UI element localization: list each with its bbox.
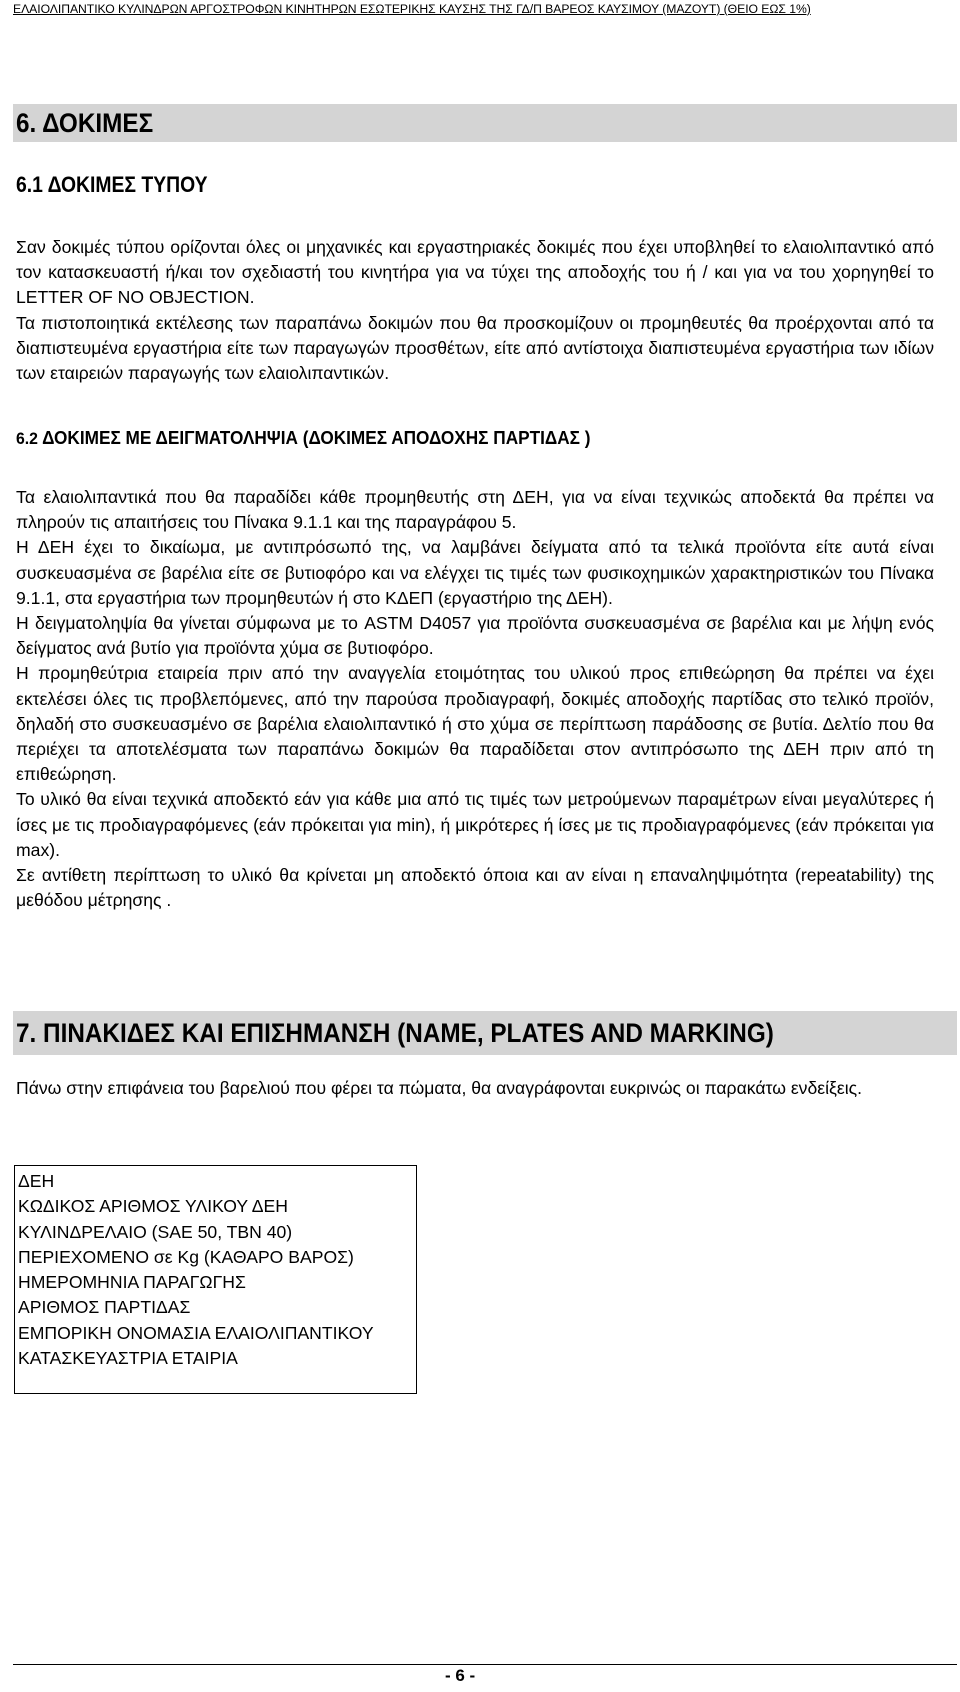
- subsection-6-1-title: 6.1 ΔΟΚΙΜΕΣ ΤΥΠΟΥ: [16, 172, 208, 197]
- paragraph: Σαν δοκιμές τύπου ορίζονται όλες οι μηχανικές και εργαστηριακές δοκιμές που έχει υποβληθεί το ελαιολιπαντικό από τον κατασκευαστή ή/και τον σχεδιαστή του κινητήρα για να τύχει της αποδοχής του ή / και για να του χορηγηθεί το LETTER OF NO OBJECTION.: [16, 237, 934, 308]
- section-6-title: 6. ΔΟΚΙΜΕΣ: [16, 108, 154, 138]
- paragraph: Το υλικό θα είναι τεχνικά αποδεκτό εάν για κάθε μια από τις τιμές των μετρούμενων παραμέτρων είναι μεγαλύτερες ή ίσες με τις προδιαγραφόμενες (εάν πρόκειται για min), ή μικρότερες ή ίσες με τις προδιαγραφόμενες (εάν πρόκειται για max).: [16, 789, 934, 860]
- subsection-6-2-title-text: ΔΟΚΙΜΕΣ ΜΕ ΔΕΙΓΜΑΤΟΛΗΨΙΑ (ΔΟΚΙΜΕΣ ΑΠΟΔΟΧΗΣ ΠΑΡΤΙΔΑΣ ): [42, 427, 591, 448]
- paragraph: Πάνω στην επιφάνεια του βαρελιού που φέρει τα πώματα, θα αναγράφονται ευκρινώς οι παρακάτω ενδείξεις.: [16, 1078, 863, 1098]
- running-header: ΕΛΑΙΟΛΙΠΑΝΤΙΚΟ ΚΥΛΙΝΔΡΩΝ ΑΡΓΟΣΤΡΟΦΩΝ ΚΙΝΗΤΗΡΩΝ ΕΣΩΤΕΡΙΚΗΣ ΚΑΥΣΗΣ ΤΗΣ ΓΔ/Π ΒΑΡΕΟΣ ΚΑΥΣΙΜΟΥ (ΜΑΖΟΥΤ) (ΘΕΙΟ ΕΩΣ 1%): [13, 2, 811, 16]
- section-7-title: 7. ΠΙΝΑΚΙΔΕΣ ΚΑΙ ΕΠΙΣΗΜΑΝΣΗ (NAME, PLATES AND MARKING): [16, 1018, 774, 1048]
- footer-rule: [13, 1664, 957, 1665]
- paragraph: Η ΔΕΗ έχει το δικαίωμα, με αντιπρόσωπό της, να λαμβάνει δείγματα από τα τελικά προϊόντα είτε αυτά είναι συσκευασμένα σε βαρέλια είτε σε βυτιοφόρο και να ελέγχει τις τιμές των φυσικοχημικών χαρακτηριστικών του Πίνακα 9.1.1, στα εργαστήρια των προμηθευτών ή στο ΚΔΕΠ (εργαστήριο της ΔΕΗ).: [16, 537, 934, 608]
- paragraph: Τα ελαιολιπαντικά που θα παραδίδει κάθε προμηθευτής στη ΔΕΗ, για να είναι τεχνικώς αποδεκτά θα πρέπει να πληρούν τις απαιτήσεις του Πίνακα 9.1.1 και της παραγράφου 5.: [16, 487, 934, 533]
- label-line: ΚΥΛΙΝΔΡΕΛΑΙΟ (SAE 50, TBN 40): [18, 1221, 293, 1242]
- label-line: ΗΜΕΡΟΜΗΝΙΑ ΠΑΡΑΓΩΓΗΣ: [18, 1272, 246, 1293]
- section-6-heading-band: [13, 104, 957, 142]
- section-7-intro: [16, 1076, 934, 1101]
- label-line: ΕΜΠΟΡΙΚΗ ΟΝΟΜΑΣΙΑ ΕΛΑΙΟΛΙΠΑΝΤΙΚΟΥ: [18, 1322, 374, 1343]
- label-line: ΔΕΗ: [18, 1171, 55, 1191]
- marking-label-box: [14, 1165, 417, 1394]
- paragraph: Η προμηθεύτρια εταιρεία πριν από την αναγγελία ετοιμότητας του υλικού προς επιθεώρηση θα πρέπει να έχει εκτελέσει όλες τις προβλεπόμενες, από την παρούσα προδιαγραφή, δοκιμές αποδοχής παρτίδας στο τελικό προϊόν, δηλαδή στο συσκευασμένο σε βαρέλια ελαιολιπαντικό ή στο χύμα σε περίπτωση παράδοσης σε βυτία. Δελτίο που θα περιέχει τα αποτελέσματα των παραπάνω δοκιμών θα παραδίδεται στον αντιπρόσωπο της ΔΕΗ πριν από τη επιθεώρηση.: [16, 663, 934, 785]
- subsection-6-2-body: [16, 485, 934, 913]
- label-line: ΠΕΡΙΕΧΟΜΕΝΟ σε Kg (ΚΑΘΑΡΟ ΒΑΡΟΣ): [18, 1246, 354, 1267]
- label-line: ΚΩΔΙΚΟΣ ΑΡΙΘΜΟΣ ΥΛΙΚΟΥ ΔΕΗ: [18, 1196, 288, 1217]
- label-line: ΑΡΙΘΜΟΣ ΠΑΡΤΙΔΑΣ: [18, 1297, 191, 1318]
- paragraph: Η δειγματοληψία θα γίνεται σύμφωνα με το ASTM D4057 για προϊόντα συσκευασμένα σε βαρέλια και με λήψη ενός δείγματος ανά βυτίο για προϊόντα χύμα σε βυτιοφόρο.: [16, 613, 934, 659]
- page-number: - 6 -: [445, 1666, 476, 1685]
- subsection-6-2-number: 6.2: [16, 429, 38, 448]
- label-line: ΚΑΤΑΣΚΕΥΑΣΤΡΙΑ ΕΤΑΙΡΙΑ: [18, 1348, 238, 1369]
- paragraph: Τα πιστοποιητικά εκτέλεσης των παραπάνω δοκιμών που θα προσκομίζουν οι προμηθευτές θα προέρχονται από τα διαπιστευμένα εργαστήρια είτε των παραγωγών προσθέτων, είτε από αντίστοιχα διαπιστευμένα εργαστήρια των ιδίων των εταιρειών παραγωγής των ελαιολιπαντικών.: [16, 312, 934, 384]
- subsection-6-2-title: [16, 427, 591, 449]
- paragraph: Σε αντίθετη περίπτωση το υλικό θα κρίνεται μη αποδεκτό όποια και αν είναι η επαναληψιμότητα (repeatability) της μεθόδου μέτρησης .: [16, 865, 934, 911]
- subsection-6-1-body: [16, 235, 934, 386]
